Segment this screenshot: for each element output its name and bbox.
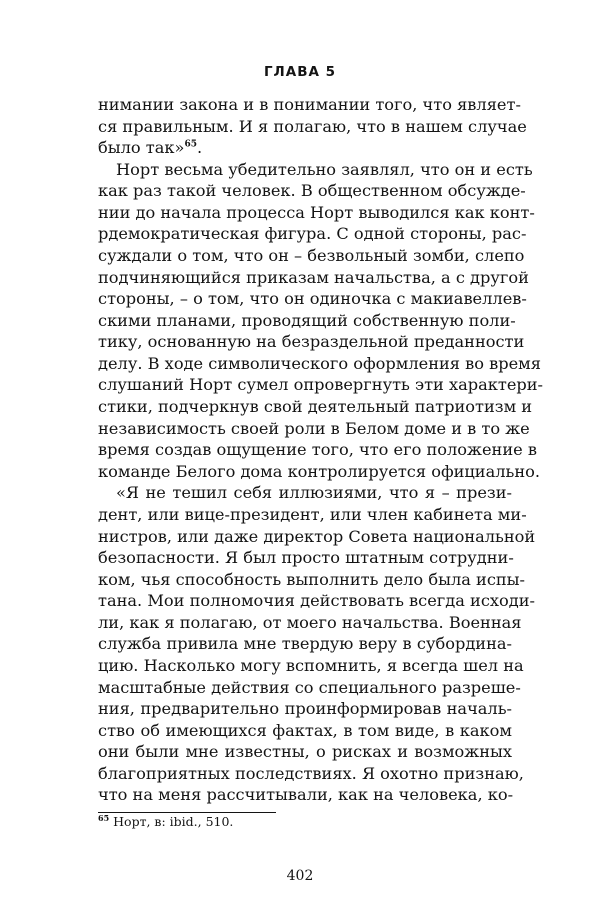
text-line: ли, как я полагаю, от моего начальства. Военная [98,612,522,632]
text-line: безопасности. Я был просто штатным сотрудни- [98,548,514,568]
footnote-divider [98,812,276,813]
text-line: тику, основанную на безраздельной преданности [98,332,525,352]
paragraph-first-line: «Я не тешил себя иллюзиями, что я – прези- [116,483,512,503]
text-line: как раз такой человек. В общественном обсужде- [98,181,526,201]
text-line: нии до начала процесса Норт выводился как конт- [98,202,535,222]
text-line: тана. Мои полномочия действовать всегда исходи- [98,591,535,611]
text-line: стики, подчеркнув свой деятельный патриотизм и [98,397,533,417]
text-line: благоприятных последствиях. Я охотно признаю, [98,763,524,783]
text-line: делу. В ходе символического оформления во время [98,353,541,373]
text-line: дент, или вице-президент, или член кабинета ми- [98,504,527,524]
text-line: время создав ощущение того, что его положение в [98,440,537,460]
text-line: цию. Насколько могу вспомнить, я всегда шел на [98,655,524,675]
text-line: стороны, – о том, что он одиночка с макиавеллев- [98,289,527,309]
footnote [98,814,233,830]
running-head: ГЛАВА 5 [263,64,337,80]
footnote-text: Норт, в: ibid., 510. [113,814,234,829]
text-line: слушаний Норт сумел опровергнуть эти характери- [98,375,544,395]
text-line: нимании закона и в понимании того, что являет- [98,95,521,114]
text-line: нистров, или даже директор Совета национальной [98,526,536,546]
text-line: ся правильным. И я полагаю, что в нашем случае [98,116,527,136]
text-line: служба привила мне твердую веру в субордина- [98,634,512,654]
text-line: они были мне известны, о рисках и возможных [98,742,512,762]
text-line: ния, предварительно проинформировав началь- [98,699,512,719]
text-line: независимость своей роли в Белом доме и в то же [98,418,530,438]
text-line: команде Белого дома контролируется официально. [98,461,541,481]
text-line: масштабные действия со специального разреше- [98,677,521,697]
text-line: ком, чья способность выполнить дело была испы- [98,569,526,589]
page-number: 402 [286,868,314,884]
text-line: было так»$^{65}$. [98,138,203,158]
text-line: рдемократическая фигура. С одной стороны, рас- [98,224,527,244]
text-line: суждали о том, что он – безвольный зомби, слепо [98,246,525,266]
text-line: ство об имеющихся фактах, в том виде, в каком [98,720,512,740]
footnote-reference: 65 [184,139,197,150]
text-line-content: было так» [98,138,185,158]
paragraph-first-line: Норт весьма убедительно заявлял, что он и есть [116,159,533,179]
text-line: скими планами, проводящий собственную поли- [98,310,516,330]
text-line: что на меня рассчитывали, как на человека, ко- [98,785,514,805]
text-line: подчиняющийся приказам начальства, а с другой [98,267,529,287]
footnote-marker: 65 [98,812,110,823]
